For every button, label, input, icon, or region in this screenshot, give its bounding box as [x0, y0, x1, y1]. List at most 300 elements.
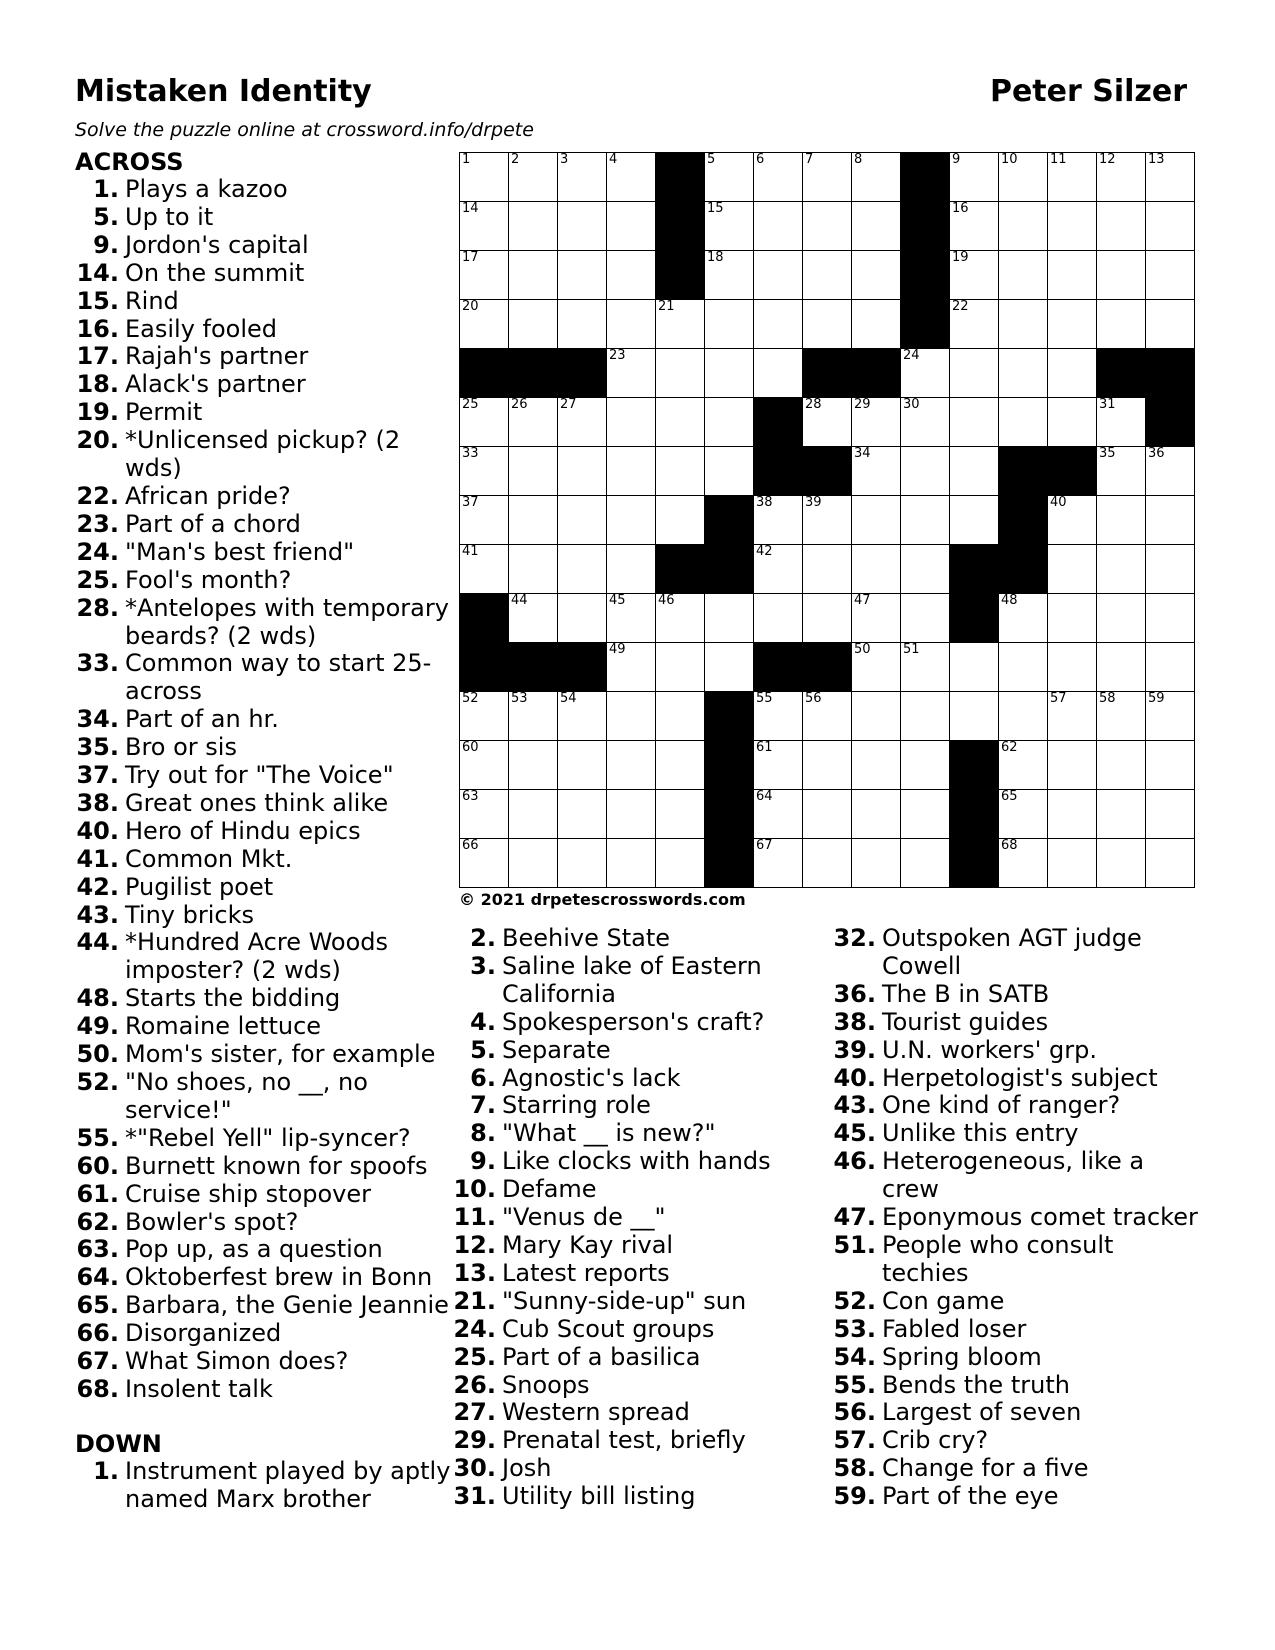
grid-cell[interactable] — [460, 447, 509, 496]
grid-cell[interactable] — [803, 300, 852, 349]
clue-text: Heterogeneous, like a crew — [882, 1147, 1145, 1204]
black-square — [754, 447, 803, 496]
across-clue — [75, 288, 453, 316]
grid-cell[interactable] — [607, 741, 656, 790]
clue-text: Insolent talk — [125, 1374, 273, 1403]
grid-cell[interactable] — [901, 349, 950, 398]
grid-cell[interactable] — [1146, 300, 1195, 349]
grid-cell[interactable] — [509, 251, 558, 300]
grid-cell[interactable] — [705, 594, 754, 643]
cell-number: 65 — [1001, 789, 1018, 804]
grid-cell[interactable] — [1048, 496, 1097, 545]
grid-cell[interactable] — [803, 251, 852, 300]
grid-cell[interactable] — [852, 545, 901, 594]
clue-number: 38. — [76, 788, 119, 817]
grid-cell[interactable] — [803, 398, 852, 447]
clue-number: 48. — [76, 984, 119, 1013]
cell-number: 26 — [511, 397, 528, 412]
grid-cell[interactable] — [1097, 790, 1146, 839]
down-clue — [830, 1204, 1205, 1232]
grid-cell[interactable] — [803, 594, 852, 643]
grid-cell[interactable] — [656, 496, 705, 545]
grid-cell[interactable] — [460, 692, 509, 741]
grid-cell[interactable] — [803, 741, 852, 790]
clue-text: Cub Scout groups — [502, 1314, 715, 1343]
grid-cell[interactable] — [901, 496, 950, 545]
grid-cell[interactable] — [1048, 545, 1097, 594]
grid-cell[interactable] — [558, 545, 607, 594]
down-clue — [452, 1288, 797, 1316]
grid-cell[interactable] — [656, 790, 705, 839]
clue-number: 62. — [76, 1207, 119, 1236]
grid-cell[interactable] — [460, 839, 509, 888]
grid-cell[interactable] — [509, 300, 558, 349]
black-square — [705, 692, 754, 741]
clue-number: 57. — [833, 1426, 876, 1455]
grid-cell[interactable] — [901, 398, 950, 447]
cell-number: 47 — [854, 593, 871, 608]
grid-cell[interactable] — [803, 496, 852, 545]
grid-cell[interactable] — [852, 790, 901, 839]
grid-cell[interactable] — [999, 349, 1048, 398]
cell-number: 8 — [854, 152, 863, 167]
clue-number: 60. — [76, 1151, 119, 1180]
grid-cell[interactable] — [509, 496, 558, 545]
grid-cell[interactable] — [509, 398, 558, 447]
clue-number: 51. — [833, 1230, 876, 1259]
grid-cell[interactable] — [607, 447, 656, 496]
grid-cell[interactable] — [901, 692, 950, 741]
clue-text: Easily fooled — [125, 314, 278, 343]
across-clue — [75, 483, 453, 511]
clue-text: Part of a chord — [125, 509, 301, 538]
grid-cell[interactable] — [460, 202, 509, 251]
clue-number: 39. — [833, 1035, 876, 1064]
clue-text: Utility bill listing — [502, 1482, 696, 1511]
clue-text: Great ones think alike — [125, 788, 389, 817]
grid-cell[interactable] — [754, 153, 803, 202]
grid-cell[interactable] — [1048, 398, 1097, 447]
grid-cell[interactable] — [803, 692, 852, 741]
grid-cell[interactable] — [1048, 251, 1097, 300]
grid-cell[interactable] — [1097, 251, 1146, 300]
grid-cell[interactable] — [558, 790, 607, 839]
grid-cell[interactable] — [460, 398, 509, 447]
grid-cell[interactable] — [607, 545, 656, 594]
grid-cell[interactable] — [705, 251, 754, 300]
grid-cell[interactable] — [754, 300, 803, 349]
cell-number: 61 — [756, 740, 773, 755]
clue-text: Bends the truth — [882, 1370, 1070, 1399]
across-clue-list — [75, 176, 453, 1404]
clue-text: Instrument played by aptly named Marx brother — [125, 1456, 451, 1513]
grid-cell[interactable] — [558, 594, 607, 643]
grid-cell[interactable] — [558, 741, 607, 790]
grid-cell[interactable] — [852, 741, 901, 790]
grid-cell[interactable] — [999, 741, 1048, 790]
grid-cell[interactable] — [656, 300, 705, 349]
grid-cell[interactable] — [901, 594, 950, 643]
grid-cell[interactable] — [852, 398, 901, 447]
across-clue — [75, 511, 453, 539]
clue-text: Burnett known for spoofs — [125, 1151, 428, 1180]
grid-cell[interactable] — [509, 202, 558, 251]
clue-text: Up to it — [125, 202, 214, 231]
down-clue — [830, 1372, 1205, 1400]
black-square — [901, 251, 950, 300]
grid-cell[interactable] — [1048, 790, 1097, 839]
across-clue — [75, 1181, 453, 1209]
clue-text: Part of a basilica — [502, 1342, 701, 1371]
clue-number: 31. — [453, 1482, 496, 1511]
down-clue — [75, 1458, 453, 1514]
grid-cell[interactable] — [656, 594, 705, 643]
across-clue — [75, 399, 453, 427]
clue-number: 32. — [833, 924, 876, 952]
black-square — [754, 643, 803, 692]
grid-cell[interactable] — [852, 202, 901, 251]
grid-cell[interactable] — [1097, 153, 1146, 202]
grid-cell[interactable] — [1048, 300, 1097, 349]
grid-cell[interactable] — [558, 398, 607, 447]
down-clue — [452, 953, 797, 1009]
grid-cell[interactable] — [901, 643, 950, 692]
grid-cell[interactable] — [803, 153, 852, 202]
grid-cell[interactable] — [558, 202, 607, 251]
cell-number: 12 — [1099, 152, 1116, 167]
grid-cell[interactable] — [460, 300, 509, 349]
black-square — [950, 839, 999, 888]
grid-cell[interactable] — [607, 790, 656, 839]
grid-cell[interactable] — [607, 349, 656, 398]
grid-cell[interactable] — [852, 839, 901, 888]
grid-cell[interactable] — [999, 643, 1048, 692]
clue-text: Unlike this entry — [882, 1119, 1079, 1148]
clue-number: 52. — [833, 1286, 876, 1315]
across-clue — [75, 650, 453, 706]
clue-text: Western spread — [502, 1398, 690, 1427]
grid-cell[interactable] — [950, 398, 999, 447]
grid-cell[interactable] — [509, 741, 558, 790]
grid-cell[interactable] — [754, 349, 803, 398]
black-square — [999, 447, 1048, 496]
grid-cell[interactable] — [656, 447, 705, 496]
grid-cell[interactable] — [852, 300, 901, 349]
grid-cell[interactable] — [1097, 741, 1146, 790]
grid-cell[interactable] — [1048, 643, 1097, 692]
down-clue — [452, 1009, 797, 1037]
grid-cell[interactable] — [901, 447, 950, 496]
grid-cell[interactable] — [803, 790, 852, 839]
crossword-grid — [459, 152, 1195, 888]
grid-cell[interactable] — [803, 839, 852, 888]
grid-cell[interactable] — [607, 153, 656, 202]
grid-cell[interactable] — [1097, 839, 1146, 888]
down-clue — [452, 1037, 797, 1065]
grid-cell[interactable] — [1097, 300, 1146, 349]
grid-cell[interactable] — [950, 692, 999, 741]
clue-text: Con game — [882, 1286, 1005, 1315]
grid-cell[interactable] — [754, 741, 803, 790]
clue-number: 25. — [76, 565, 119, 594]
black-square — [950, 790, 999, 839]
grid-cell[interactable] — [1048, 692, 1097, 741]
grid-cell[interactable] — [460, 251, 509, 300]
grid-cell[interactable] — [705, 300, 754, 349]
grid-cell[interactable] — [1146, 447, 1195, 496]
grid-cell[interactable] — [999, 692, 1048, 741]
grid-cell[interactable] — [999, 251, 1048, 300]
grid-cell[interactable] — [852, 251, 901, 300]
grid-cell[interactable] — [509, 545, 558, 594]
grid-cell[interactable] — [950, 153, 999, 202]
grid-cell[interactable] — [1146, 643, 1195, 692]
down-clue — [830, 1120, 1205, 1148]
grid-cell[interactable] — [901, 839, 950, 888]
grid-cell[interactable] — [607, 300, 656, 349]
across-heading: ACROSS — [75, 148, 184, 176]
black-square — [705, 741, 754, 790]
down-clue — [830, 1037, 1205, 1065]
grid-cell[interactable] — [999, 153, 1048, 202]
grid-cell[interactable] — [705, 153, 754, 202]
grid-cell[interactable] — [803, 202, 852, 251]
grid-cell[interactable] — [754, 692, 803, 741]
grid-cell[interactable] — [999, 594, 1048, 643]
black-square — [999, 545, 1048, 594]
grid-cell[interactable] — [1097, 692, 1146, 741]
clue-text: Spring bloom — [882, 1342, 1042, 1371]
down-clue — [830, 925, 1205, 981]
grid-cell[interactable] — [950, 447, 999, 496]
grid-cell[interactable] — [1097, 643, 1146, 692]
grid-cell[interactable] — [1097, 398, 1146, 447]
grid-cell[interactable] — [950, 496, 999, 545]
cell-number: 45 — [609, 593, 626, 608]
grid-cell[interactable] — [1048, 594, 1097, 643]
cell-number: 37 — [462, 495, 479, 510]
across-clue — [75, 1236, 453, 1264]
grid-cell[interactable] — [1097, 496, 1146, 545]
grid-cell[interactable] — [754, 790, 803, 839]
across-clue — [75, 343, 453, 371]
grid-cell[interactable] — [1097, 545, 1146, 594]
grid-cell[interactable] — [1048, 741, 1097, 790]
cell-number: 13 — [1148, 152, 1165, 167]
cell-number: 16 — [952, 201, 969, 216]
cell-number: 11 — [1050, 152, 1067, 167]
grid-cell[interactable] — [950, 300, 999, 349]
clue-text: *"Rebel Yell" lip-syncer? — [125, 1123, 411, 1152]
grid-cell[interactable] — [1146, 251, 1195, 300]
grid-cell[interactable] — [950, 202, 999, 251]
grid-cell[interactable] — [1097, 447, 1146, 496]
grid-cell[interactable] — [607, 692, 656, 741]
grid-cell[interactable] — [558, 839, 607, 888]
cell-number: 48 — [1001, 593, 1018, 608]
grid-cell[interactable] — [852, 153, 901, 202]
grid-cell[interactable] — [1048, 839, 1097, 888]
clue-number: 40. — [833, 1063, 876, 1092]
clue-text: Rind — [125, 286, 179, 315]
grid-cell[interactable] — [558, 692, 607, 741]
grid-cell[interactable] — [705, 349, 754, 398]
clue-number: 7. — [470, 1091, 496, 1120]
grid-cell[interactable] — [1097, 202, 1146, 251]
grid-cell[interactable] — [1146, 594, 1195, 643]
grid-cell[interactable] — [656, 839, 705, 888]
grid-cell[interactable] — [558, 300, 607, 349]
clue-number: 24. — [76, 537, 119, 566]
down-clue-list-right — [830, 925, 1205, 1511]
grid-cell[interactable] — [656, 741, 705, 790]
grid-cell[interactable] — [1048, 153, 1097, 202]
grid-cell[interactable] — [509, 594, 558, 643]
grid-cell[interactable] — [705, 643, 754, 692]
grid-cell[interactable] — [509, 692, 558, 741]
clue-text: Tourist guides — [882, 1007, 1049, 1036]
clue-text: What Simon does? — [125, 1347, 349, 1376]
down-clue — [452, 1065, 797, 1093]
grid-cell[interactable] — [607, 398, 656, 447]
black-square — [950, 545, 999, 594]
grid-cell[interactable] — [754, 594, 803, 643]
grid-cell[interactable] — [1146, 790, 1195, 839]
clue-number: 55. — [76, 1123, 119, 1152]
grid-cell[interactable] — [607, 839, 656, 888]
grid-cell[interactable] — [460, 153, 509, 202]
grid-cell[interactable] — [754, 496, 803, 545]
clue-text: Spokesperson's craft? — [502, 1007, 765, 1036]
grid-cell[interactable] — [852, 643, 901, 692]
grid-cell[interactable] — [1146, 692, 1195, 741]
grid-cell[interactable] — [1097, 594, 1146, 643]
grid-cell[interactable] — [705, 202, 754, 251]
grid-cell[interactable] — [999, 790, 1048, 839]
clue-text: Latest reports — [502, 1258, 670, 1287]
grid-cell[interactable] — [1146, 496, 1195, 545]
grid-cell[interactable] — [754, 839, 803, 888]
grid-cell[interactable] — [1146, 202, 1195, 251]
black-square — [1146, 398, 1195, 447]
grid-cell[interactable] — [607, 202, 656, 251]
cell-number: 28 — [805, 397, 822, 412]
grid-cell[interactable] — [460, 496, 509, 545]
clue-number: 16. — [76, 314, 119, 343]
clue-number: 22. — [76, 481, 119, 510]
grid-cell[interactable] — [656, 349, 705, 398]
cell-number: 2 — [511, 152, 520, 167]
grid-cell[interactable] — [852, 496, 901, 545]
grid-cell[interactable] — [509, 790, 558, 839]
cell-number: 60 — [462, 740, 479, 755]
grid-cell[interactable] — [558, 496, 607, 545]
clue-number: 41. — [76, 844, 119, 873]
grid-cell[interactable] — [509, 447, 558, 496]
clue-text: Pugilist poet — [125, 872, 274, 901]
down-clue — [452, 1092, 797, 1120]
down-clue — [830, 1316, 1205, 1344]
grid-cell[interactable] — [656, 398, 705, 447]
cell-number: 49 — [609, 642, 626, 657]
cell-number: 21 — [658, 299, 675, 314]
grid-cell[interactable] — [950, 349, 999, 398]
clue-number: 37. — [76, 761, 119, 790]
clue-number: 2. — [470, 924, 496, 952]
grid-cell[interactable] — [1048, 202, 1097, 251]
grid-cell[interactable] — [1146, 839, 1195, 888]
grid-cell[interactable] — [901, 790, 950, 839]
grid-cell[interactable] — [950, 251, 999, 300]
grid-cell[interactable] — [852, 594, 901, 643]
grid-cell[interactable] — [999, 398, 1048, 447]
down-clue — [830, 1483, 1205, 1511]
grid-cell[interactable] — [999, 202, 1048, 251]
down-clue — [452, 1260, 797, 1288]
grid-cell[interactable] — [460, 790, 509, 839]
grid-cell[interactable] — [607, 594, 656, 643]
grid-cell[interactable] — [607, 496, 656, 545]
grid-cell[interactable] — [852, 447, 901, 496]
grid-cell[interactable] — [607, 643, 656, 692]
grid-cell[interactable] — [460, 741, 509, 790]
down-clue — [830, 981, 1205, 1009]
clue-text: Rajah's partner — [125, 342, 309, 371]
grid-cell[interactable] — [901, 741, 950, 790]
grid-cell[interactable] — [656, 643, 705, 692]
grid-cell[interactable] — [705, 447, 754, 496]
grid-cell[interactable] — [852, 692, 901, 741]
grid-cell[interactable] — [1146, 741, 1195, 790]
grid-cell[interactable] — [754, 251, 803, 300]
grid-cell[interactable] — [754, 202, 803, 251]
grid-cell[interactable] — [558, 153, 607, 202]
clue-number: 6. — [470, 1063, 496, 1092]
grid-cell[interactable] — [607, 251, 656, 300]
black-square — [803, 447, 852, 496]
black-square — [1146, 349, 1195, 398]
grid-cell[interactable] — [509, 153, 558, 202]
grid-cell[interactable] — [558, 251, 607, 300]
clue-number: 43. — [76, 900, 119, 929]
grid-cell[interactable] — [509, 839, 558, 888]
cell-number: 66 — [462, 838, 479, 853]
down-clue-column-middle — [452, 925, 797, 1511]
grid-cell[interactable] — [803, 545, 852, 594]
clue-text: Separate — [502, 1035, 611, 1064]
clue-text: "What __ is new?" — [502, 1119, 716, 1148]
across-clue — [75, 790, 453, 818]
grid-cell[interactable] — [1146, 153, 1195, 202]
black-square — [901, 153, 950, 202]
grid-cell[interactable] — [999, 300, 1048, 349]
grid-cell[interactable] — [950, 643, 999, 692]
grid-cell[interactable] — [754, 545, 803, 594]
across-clue — [75, 846, 453, 874]
grid-cell[interactable] — [1048, 349, 1097, 398]
down-clue — [452, 1427, 797, 1455]
grid-cell[interactable] — [460, 545, 509, 594]
grid-cell[interactable] — [901, 545, 950, 594]
grid-cell[interactable] — [558, 447, 607, 496]
grid-cell[interactable] — [656, 692, 705, 741]
grid-cell[interactable] — [705, 398, 754, 447]
grid-cell[interactable] — [999, 839, 1048, 888]
down-clue — [452, 1344, 797, 1372]
clue-text: Alack's partner — [125, 370, 306, 399]
cell-number: 41 — [462, 544, 479, 559]
grid-cell[interactable] — [1146, 545, 1195, 594]
